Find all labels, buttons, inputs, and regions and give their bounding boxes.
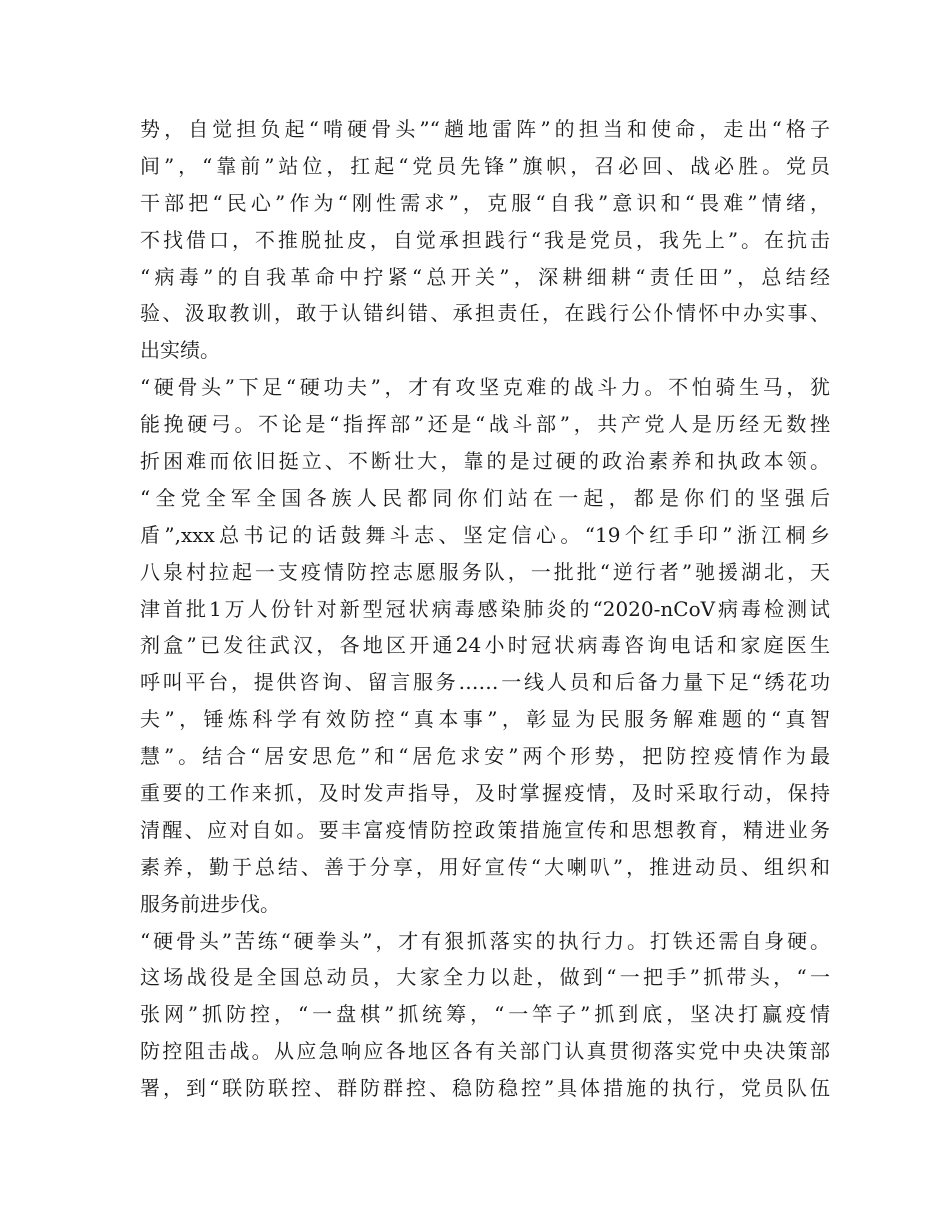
text-line: 剂盒”已发往武汉，各地区开通24小时冠状病毒咨询电话和家庭医生 [140,633,830,658]
text-line: 干部把“民心”作为“刚性需求”，克服“自我”意识和“畏难”情绪， [140,190,830,215]
text-line: 素养，勤于总结、善于分享，用好宣传“大喇叭”，推进动员、组织和 [140,854,830,879]
document-body [140,111,830,1107]
text-line: 不找借口，不推脱扯皮，自觉承担践行“我是党员，我先上”。在抗击 [140,227,830,252]
text-line: 慧”。结合“居安思危”和“居危求安”两个形势，把防控疫情作为最 [140,744,830,769]
text-line: 折困难而依旧挺立、不断壮大，靠的是过硬的政治素养和执政本领。 [140,449,830,474]
text-line: 盾”,xxx总书记的话鼓舞斗志、坚定信心。“19个红手印”浙江桐乡 [140,522,830,547]
text-line: 能挽硬弓。不论是“指挥部”还是“战斗部”，共产党人是历经无数挫 [140,412,830,437]
text-line: 势，自觉担负起“啃硬骨头”“趟地雷阵”的担当和使命，走出“格子 [140,117,830,141]
text-line: 张网”抓防控，“一盘棋”抓统筹，“一竿子”抓到底，坚决打赢疫情 [140,1002,830,1027]
text-line: 呼叫平台，提供咨询、留言服务……一线人员和后备力量下足“绣花功 [140,670,830,695]
text-line: 出实绩。 [140,338,220,363]
text-line: “病毒”的自我革命中拧紧“总开关”，深耕细耕“责任田”，总结经 [140,264,830,289]
text-line: 津首批1万人份针对新型冠状病毒感染肺炎的“2020-nCoV病毒检测试 [140,596,830,621]
text-line: “硬骨头”下足“硬功夫”，才有攻坚克难的战斗力。不怕骑生马，犹 [140,375,830,400]
text-line: 服务前进步伐。 [140,891,280,916]
text-line: 这场战役是全国总动员，大家全力以赴，做到“一把手”抓带头，“一 [140,965,830,990]
text-line: 间”，“靠前”站位，扛起“党员先锋”旗帜，召必回、战必胜。党员 [140,153,830,178]
text-line: 八泉村拉起一支疫情防控志愿服务队，一批批“逆行者”驰援湖北，天 [140,559,830,584]
text-line: “硬骨头”苦练“硬拳头”，才有狠抓落实的执行力。打铁还需自身硬。 [140,928,830,953]
text-line: 防控阻击战。从应急响应各地区各有关部门认真贯彻落实党中央决策部 [140,1039,830,1064]
text-line: “全党全军全国各族人民都同你们站在一起，都是你们的坚强后 [140,485,830,510]
text-line: 夫”，锤炼科学有效防控“真本事”，彰显为民服务解难题的“真智 [140,707,830,732]
text-line: 署，到“联防联控、群防群控、稳防稳控”具体措施的执行，党员队伍 [140,1076,830,1101]
text-line: 清醒、应对自如。要丰富疫情防控政策措施宣传和思想教育，精进业务 [140,817,830,842]
text-line: 验、汲取教训，敢于认错纠错、承担责任，在践行公仆情怀中办实事、 [140,301,830,326]
text-line: 重要的工作来抓，及时发声指导，及时掌握疫情，及时采取行动，保持 [140,781,830,806]
